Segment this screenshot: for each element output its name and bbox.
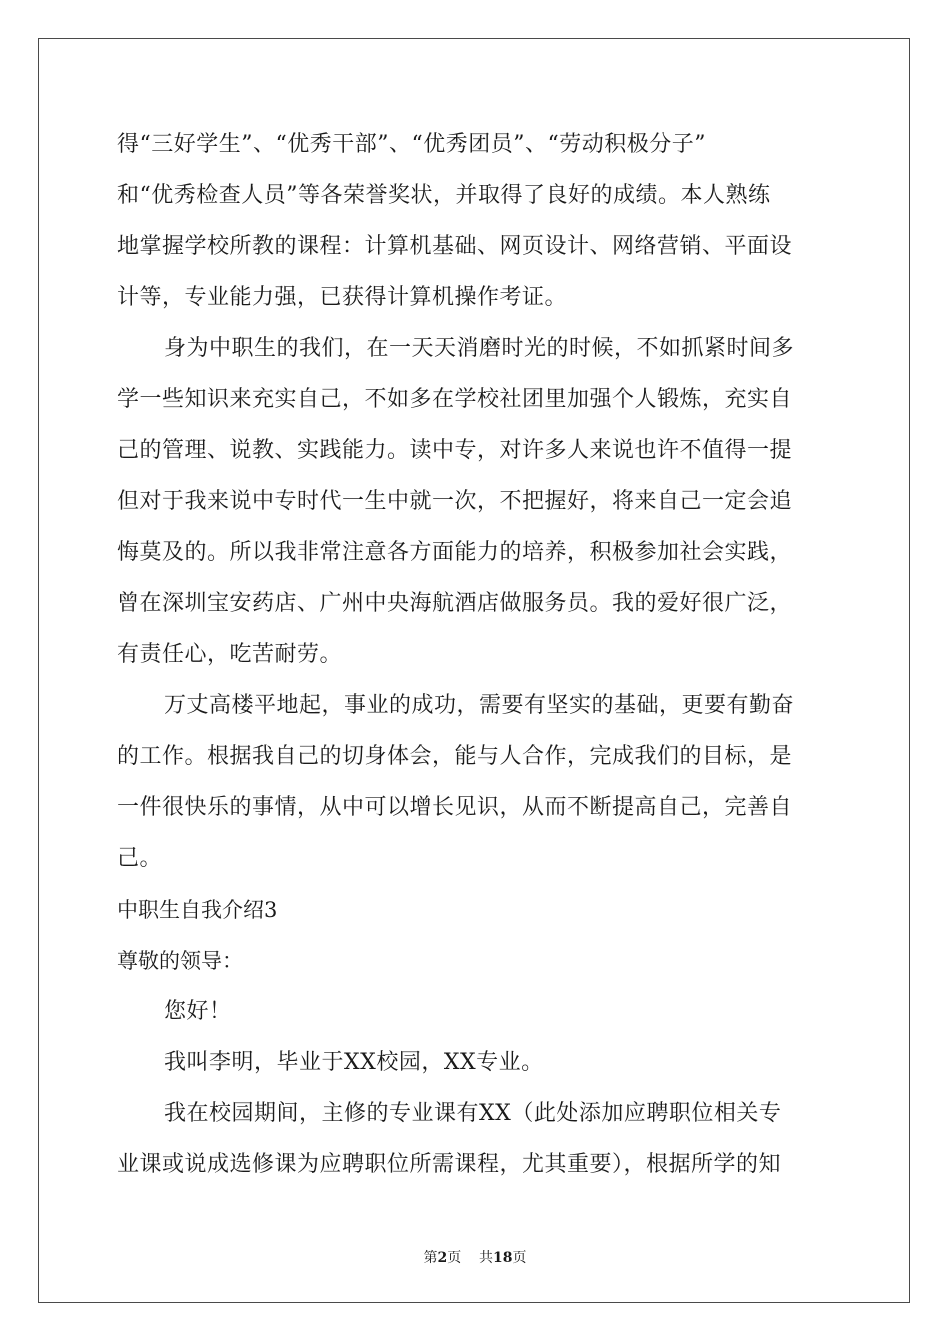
document-body (117, 127, 837, 1198)
text-line: 得“三好学生”、“优秀干部”、“优秀团员”、“劳动积极分子” (117, 132, 706, 157)
salutation: 尊敬的领导： (117, 949, 243, 973)
paragraph-career (117, 688, 837, 892)
text-line: 己。 (117, 846, 163, 871)
total-pages: 18 (493, 1250, 513, 1266)
text-line: 曾在深圳宝安药店、广州中央海航酒店做服务员。我的爱好很广泛， (117, 591, 793, 616)
text-line: 万丈高楼平地起，事业的成功，需要有坚实的基础，更要有勤奋 (164, 693, 795, 718)
text-line: 学一些知识来充实自己，不如多在学校社团里加强个人锻炼，充实自 (117, 387, 793, 412)
text-line: 业课或说成选修课为应聘职位所需课程，尤其重要），根据所学的知 (117, 1152, 782, 1177)
section-title: 中职生自我介绍3 (117, 898, 278, 922)
text-line: 己的管理、说教、实践能力。读中专，对许多人来说也许不值得一提 (117, 438, 793, 463)
greeting: 您好！ (164, 999, 232, 1024)
page-number: 2 (437, 1250, 448, 1266)
text-line: 的工作。根据我自己的切身体会，能与人合作，完成我们的目标，是 (117, 744, 793, 769)
page-prefix: 第 (423, 1250, 438, 1266)
text-line: 地掌握学校所教的课程：计算机基础、网页设计、网络营销、平面设 (117, 234, 793, 259)
paragraph-courses (117, 1096, 837, 1198)
text-line: 有责任心，吃苦耐劳。 (117, 642, 343, 667)
text-line: 一件很快乐的事情，从中可以增长见识，从而不断提高自己，完善自 (117, 795, 793, 820)
intro-line: 我叫李明，毕业于XX校园，XX专业。 (164, 1050, 544, 1075)
page-suffix: 页 (447, 1250, 462, 1266)
text-line: 计等，专业能力强，已获得计算机操作考证。 (117, 285, 568, 310)
text-line: 我在校园期间，主修的专业课有XX（此处添加应聘职位相关专 (164, 1101, 782, 1126)
page-footer (0, 1247, 950, 1267)
text-line: 身为中职生的我们，在一天天消磨时光的时候，不如抓紧时间多 (164, 336, 795, 361)
text-line: 悔莫及的。所以我非常注意各方面能力的培养，积极参加社会实践， (117, 540, 793, 565)
paragraph-honors (117, 127, 837, 331)
total-prefix: 共 (479, 1250, 494, 1266)
text-line: 但对于我来说中专时代一生中就一次，不把握好，将来自己一定会追 (117, 489, 793, 514)
text-line: 和“优秀检查人员”等各荣誉奖状，并取得了良好的成绩。本人熟练 (117, 183, 771, 208)
paragraph-student-life (117, 331, 837, 688)
total-suffix: 页 (512, 1250, 527, 1266)
